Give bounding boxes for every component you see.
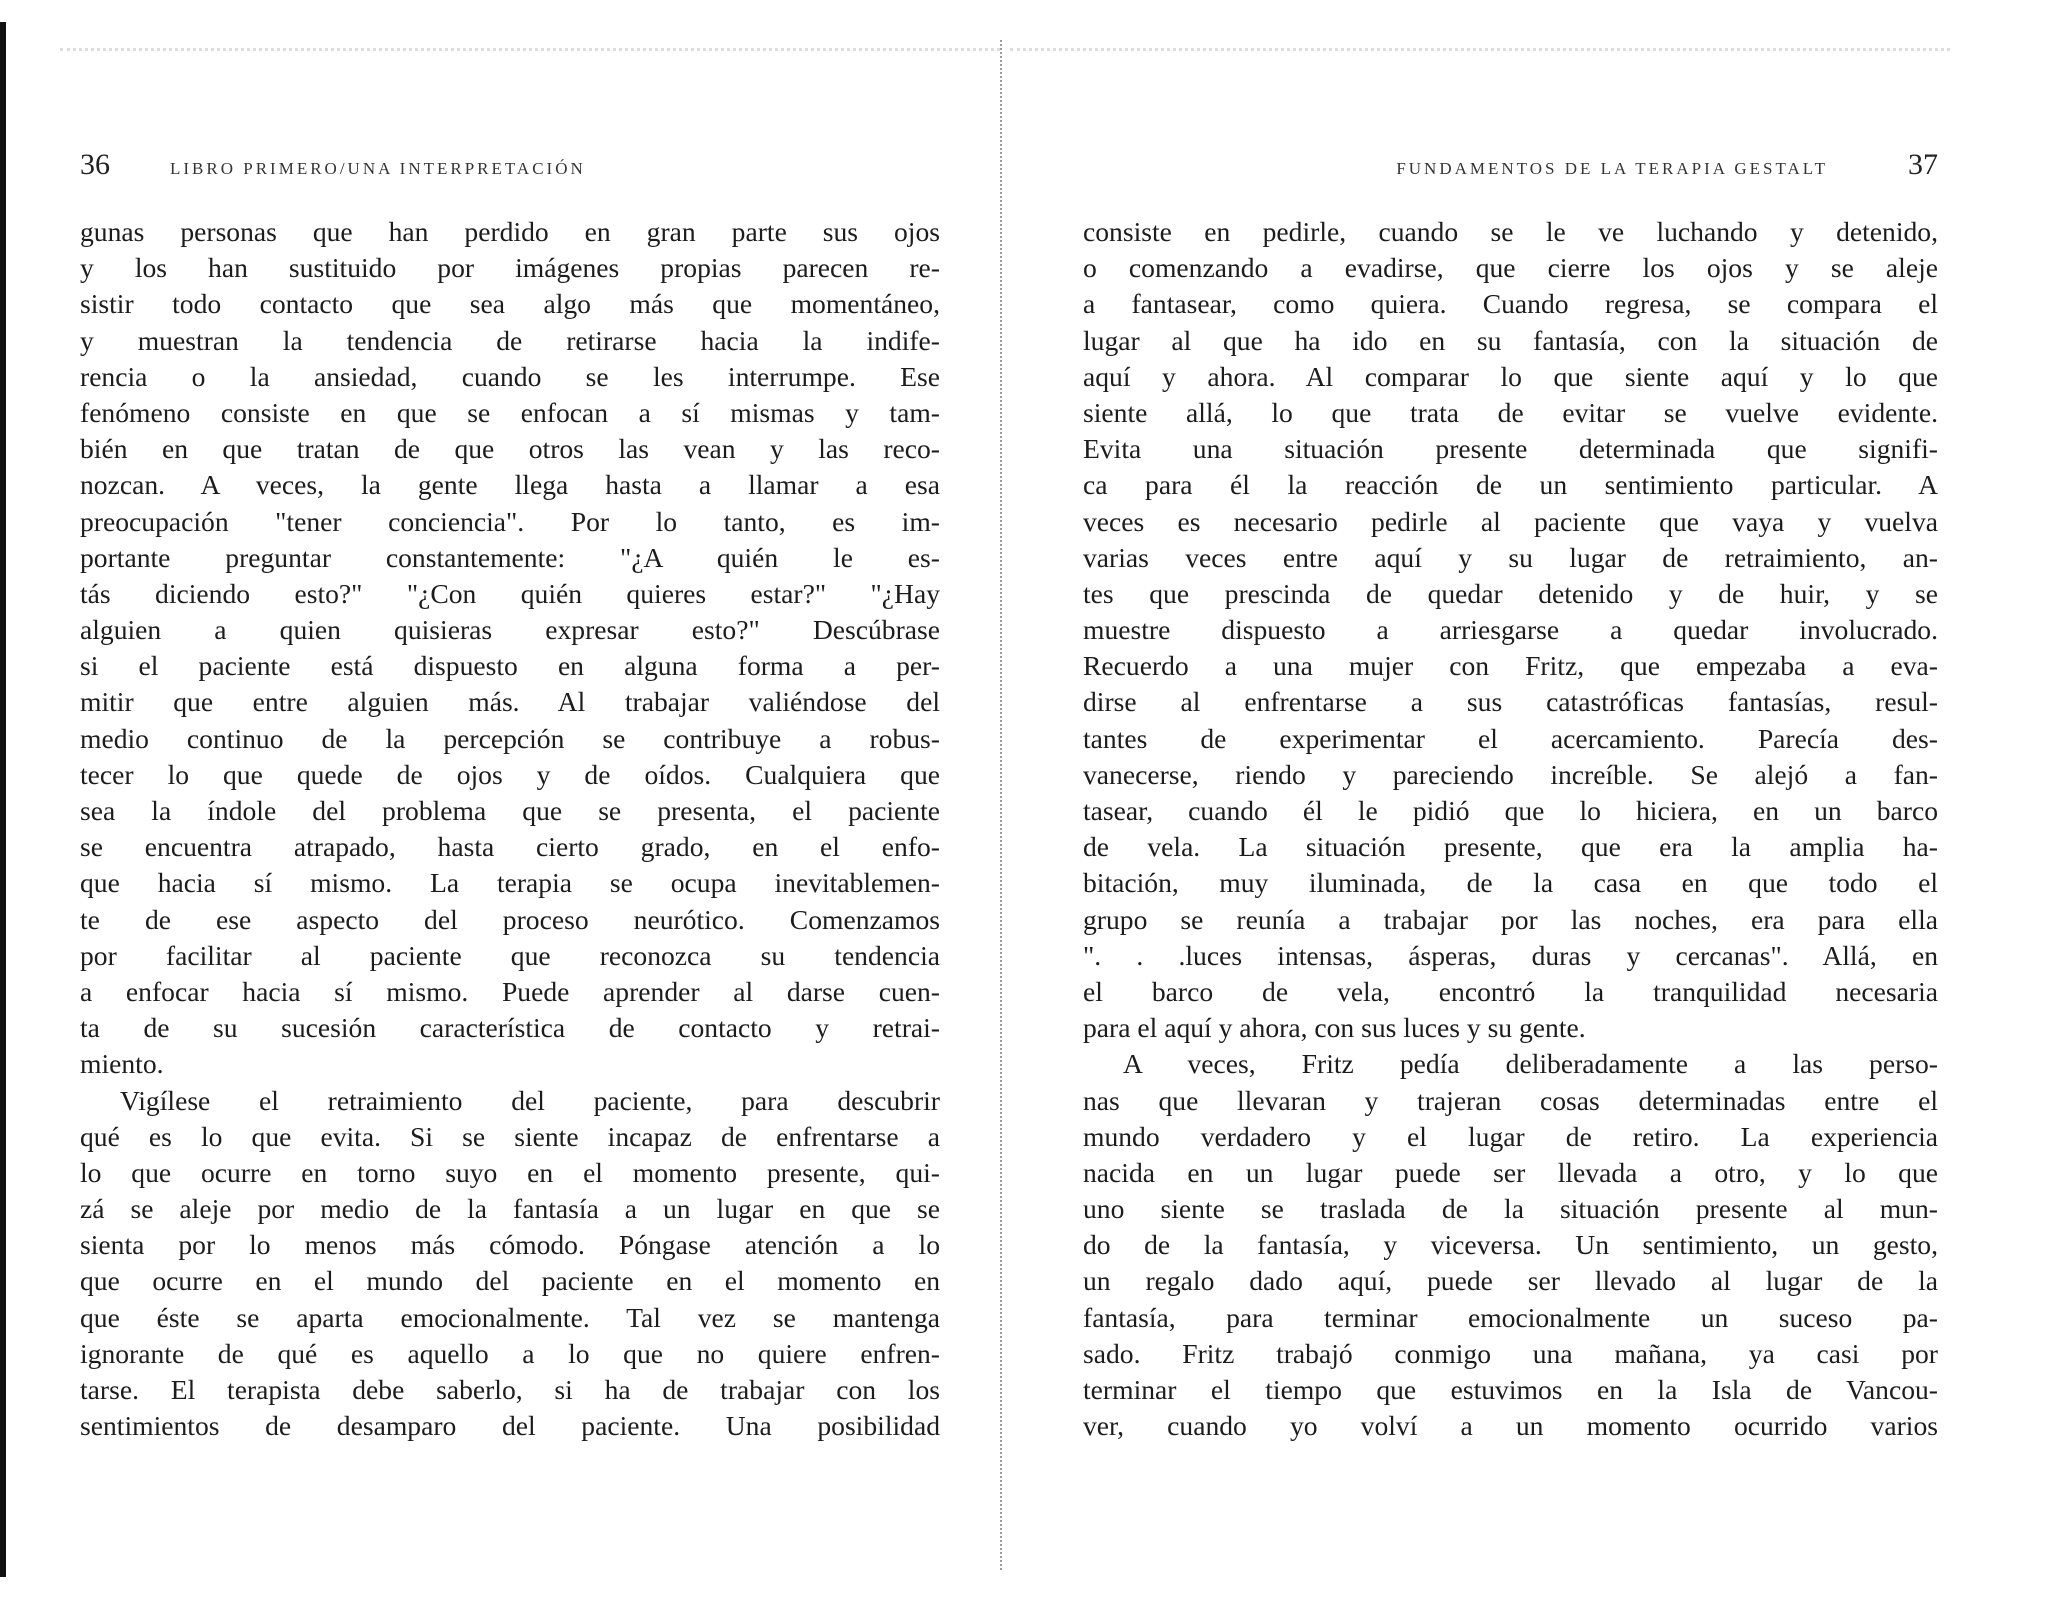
text-line: tasear, cuando él le pidió que lo hiciera, en un barco — [1083, 795, 1938, 826]
text-line: para el aquí y ahora, con sus luces y su gente. — [1083, 1012, 1586, 1044]
text-line: do de la fantasía, y viceversa. Un sentimiento, un gesto, — [1083, 1229, 1938, 1261]
text-line: sado. Fritz trabajó conmigo una mañana, ya casi por — [1083, 1337, 1938, 1369]
text-line: tantes de experimentar el acercamiento. Parecía des- — [1083, 722, 1938, 754]
running-head — [1083, 148, 1938, 188]
text-line: y los han sustituido por imágenes propias parecen re- — [80, 252, 940, 284]
text-line: dirse al enfrentarse a sus catastróficas fantasías, resul- — [1083, 686, 1938, 718]
text-line: portante preguntar constantemente: "¿A quién le es- — [80, 541, 940, 573]
text-line: bitación, muy iluminada, de la casa en que todo el — [1083, 867, 1938, 899]
text-line: Recuerdo a una mujer con Fritz, que empezaba a eva- — [1083, 650, 1938, 682]
text-line: varias veces entre aquí y su lugar de retraimiento, an- — [1083, 541, 1938, 573]
text-line: aquí y ahora. Al comparar lo que siente aquí y lo que — [1083, 360, 1938, 392]
text-line: fenómeno consiste en que se enfocan a sí mismas y tam- — [80, 396, 940, 428]
text-line: vanecerse, riendo y pareciendo increíble. Se alejó a fan- — [1083, 758, 1938, 790]
text-line: muestre dispuesto a arriesgarse a quedar involucrado. — [1083, 614, 1938, 646]
text-line: a fantasear, como quiera. Cuando regresa, se compara el — [1083, 288, 1938, 320]
body-text — [1083, 214, 1938, 1444]
scan-edge — [0, 22, 6, 1577]
text-line: de vela. La situación presente, que era la amplia ha- — [1083, 831, 1938, 863]
running-head-title: FUNDAMENTOS DE LA TERAPIA GESTALT — [1396, 159, 1828, 178]
text-line: rencia o la ansiedad, cuando se les interrumpe. Ese — [80, 360, 940, 392]
text-line: ignorante de qué es aquello a lo que no quiere enfren- — [80, 1337, 940, 1369]
text-line: consiste en pedirle, cuando se le ve luchando y detenido, — [1083, 216, 1938, 247]
text-line: uno siente se traslada de la situación presente al mun- — [1083, 1193, 1938, 1225]
text-line: veces es necesario pedirle al paciente que vaya y vuelva — [1083, 505, 1938, 537]
text-line: se encuentra atrapado, hasta cierto grado, en el enfo- — [80, 831, 940, 863]
text-line: mundo verdadero y el lugar de retiro. La experiencia — [1083, 1120, 1938, 1152]
text-line: zá se aleje por medio de la fantasía a un lugar en que se — [80, 1193, 940, 1225]
text-line: medio continuo de la percepción se contribuye a robus- — [80, 722, 940, 754]
text-line: Evita una situación presente determinada que signifi- — [1083, 433, 1938, 465]
text-line: siente allá, lo que trata de evitar se vuelve evidente. — [1083, 396, 1938, 428]
text-line: terminar el tiempo que estuvimos en la Isla de Vancou- — [1083, 1374, 1938, 1405]
text-line: que ocurre en el mundo del paciente en el momento en — [80, 1265, 940, 1297]
text-line: el barco de vela, encontró la tranquilidad necesaria — [1083, 975, 1938, 1007]
text-line: sistir todo contacto que sea algo más que momentáneo, — [80, 288, 940, 320]
left-page — [80, 0, 940, 1599]
text-line: sea la índole del problema que se presenta, el paciente — [80, 795, 940, 826]
text-line: y muestran la tendencia de retirarse hacia la indife- — [80, 324, 940, 356]
text-line: ca para él la reacción de un sentimiento particular. A — [1083, 469, 1938, 501]
text-line: te de ese aspecto del proceso neurótico. Comenzamos — [80, 903, 940, 935]
text-line: fantasía, para terminar emocionalmente un suceso pa- — [1083, 1301, 1938, 1333]
page-number: 36 — [80, 148, 110, 181]
text-line: Vigílese el retraimiento del paciente, para descubrir — [120, 1084, 940, 1116]
text-line: sienta por lo menos más cómodo. Póngase atención a lo — [80, 1229, 940, 1261]
text-line: miento. — [80, 1048, 164, 1080]
text-line: nacida en un lugar puede ser llevada a otro, y lo que — [1083, 1156, 1938, 1188]
text-line: que éste se aparta emocionalmente. Tal vez se mantenga — [80, 1301, 940, 1333]
text-line: que hacia sí mismo. La terapia se ocupa inevitablemen- — [80, 867, 940, 899]
text-line: o comenzando a evadirse, que cierre los ojos y se aleje — [1083, 252, 1938, 284]
text-line: a enfocar hacia sí mismo. Puede aprender al darse cuen- — [80, 975, 940, 1007]
text-line: lo que ocurre en torno suyo en el momento presente, qui- — [80, 1156, 940, 1188]
right-page — [1083, 0, 1938, 1599]
text-line: ver, cuando yo volví a un momento ocurrido varios — [1083, 1410, 1938, 1442]
text-line: tes que prescinda de quedar detenido y de huir, y se — [1083, 577, 1938, 609]
text-line: preocupación "tener conciencia". Por lo tanto, es im- — [80, 505, 940, 537]
text-line: qué es lo que evita. Si se siente incapaz de enfrentarse a — [80, 1120, 940, 1152]
text-line: grupo se reunía a trabajar por las noches, era para ella — [1083, 903, 1938, 935]
text-line: mitir que entre alguien más. Al trabajar valiéndose del — [80, 686, 940, 718]
text-line: A veces, Fritz pedía deliberadamente a las perso- — [1123, 1048, 1938, 1080]
body-text — [80, 214, 940, 1444]
text-line: gunas personas que han perdido en gran parte sus ojos — [80, 216, 940, 247]
text-line: tecer lo que quede de ojos y de oídos. Cualquiera que — [80, 758, 940, 790]
text-line: si el paciente está dispuesto en alguna forma a per- — [80, 650, 940, 682]
text-line: bién en que tratan de que otros las vean y las reco- — [80, 433, 940, 465]
text-line: nozcan. A veces, la gente llega hasta a llamar a esa — [80, 469, 940, 501]
text-line: por facilitar al paciente que reconozca su tendencia — [80, 939, 940, 971]
running-head — [80, 148, 940, 188]
text-line: nas que llevaran y trajeran cosas determinadas entre el — [1083, 1084, 1938, 1116]
text-line: tarse. El terapista debe saberlo, si ha de trabajar con los — [80, 1374, 940, 1405]
text-line: tás diciendo esto?" "¿Con quién quieres estar?" "¿Hay — [80, 577, 940, 609]
text-line: ". . .luces intensas, ásperas, duras y cercanas". Allá, en — [1083, 939, 1938, 971]
text-line: alguien a quien quisieras expresar esto?" Descúbrase — [80, 614, 940, 646]
text-line: sentimientos de desamparo del paciente. Una posibilidad — [80, 1410, 940, 1442]
text-line: lugar al que ha ido en su fantasía, con la situación de — [1083, 324, 1938, 356]
running-head-title: LIBRO PRIMERO/UNA INTERPRETACIÓN — [170, 159, 586, 178]
text-line: un regalo dado aquí, puede ser llevado al lugar de la — [1083, 1265, 1938, 1297]
page-gutter — [1000, 40, 1002, 1570]
page-number: 37 — [1908, 148, 1938, 181]
text-line: ta de su sucesión característica de contacto y retrai- — [80, 1012, 940, 1044]
